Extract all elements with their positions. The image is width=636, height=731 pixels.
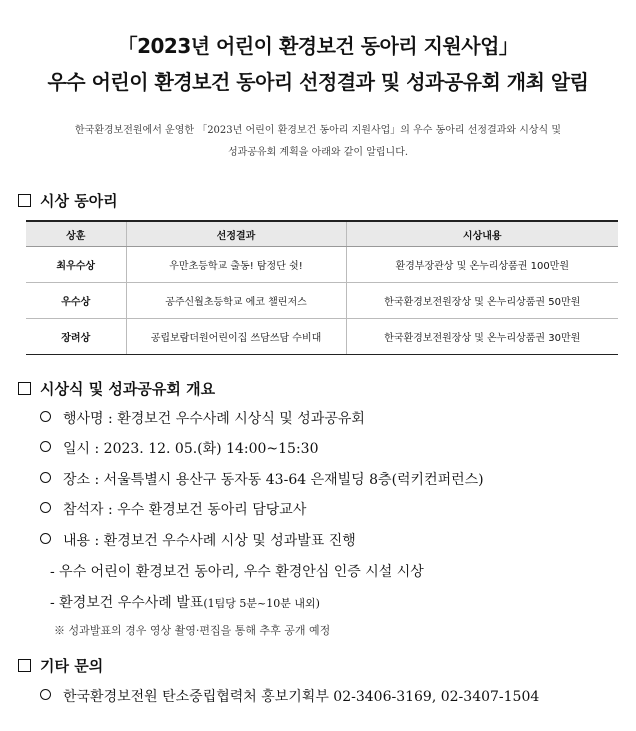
square-bullet-icon <box>18 194 31 207</box>
square-bullet-icon <box>18 382 31 395</box>
column-header-prize: 시상내용 <box>346 221 618 247</box>
result-cell: 공립보람더원어린이집 쓰담쓰담 수비대 <box>126 319 346 355</box>
prize-cell: 한국환경보전원장상 및 온누리상품권 30만원 <box>346 319 618 355</box>
prize-cell: 환경부장관상 및 온누리상품권 100만원 <box>346 247 618 283</box>
overview-heading <box>18 378 215 399</box>
intro-line-2: 성과공유회 계획을 아래와 같이 알립니다. <box>227 147 409 158</box>
overview-note: ※ 성과발표의 경우 영상 촬영·편집을 통해 추후 공개 예정 <box>54 624 331 637</box>
overview-subitem-presentation: - 환경보건 우수사례 발표(1팀당 5분~10분 내외) <box>50 595 320 611</box>
overview-heading-label: 시상식 및 성과공유회 개요 <box>40 380 216 398</box>
title-line-1: 「2023년 어린이 환경보건 동아리 지원사업」 <box>117 34 519 58</box>
table-row <box>26 283 618 319</box>
awards-table <box>26 220 618 355</box>
column-header-result: 선정결과 <box>126 221 346 247</box>
result-cell: 공주신월초등학교 에코 챌린저스 <box>126 283 346 319</box>
contact-heading <box>18 655 103 676</box>
intro-text <box>30 120 606 164</box>
circle-bullet-icon <box>40 411 51 422</box>
contact-heading-label: 기타 문의 <box>40 657 104 675</box>
circle-bullet-icon <box>40 689 51 700</box>
awards-heading <box>18 190 118 211</box>
presentation-duration: (1팀당 5분~10분 내외) <box>203 597 320 610</box>
title-line-2: 우수 어린이 환경보건 동아리 선정결과 및 성과공유회 개최 알림 <box>47 70 589 94</box>
column-header-award: 상훈 <box>26 221 126 247</box>
award-cell: 장려상 <box>26 319 126 355</box>
circle-bullet-icon <box>40 533 51 544</box>
table-row <box>26 247 618 283</box>
square-bullet-icon <box>18 659 31 672</box>
awards-heading-label: 시상 동아리 <box>40 192 118 210</box>
prize-cell: 한국환경보전원장상 및 온누리상품권 50만원 <box>346 283 618 319</box>
award-cell: 최우수상 <box>26 247 126 283</box>
contact-item: 한국환경보전원 탄소중립협력처 홍보기획부 02-3406-3169, 02-3407-1504 <box>40 686 539 706</box>
circle-bullet-icon <box>40 472 51 483</box>
overview-item-venue: 장소 : 서울특별시 용산구 동자동 43-64 은재빌딩 8층(럭키컨퍼런스) <box>40 469 484 489</box>
result-cell: 우만초등학교 출동! 탐정단 쉿! <box>126 247 346 283</box>
overview-item-datetime: 일시 : 2023. 12. 05.(화) 14:00~15:30 <box>40 438 319 458</box>
table-header-row <box>26 221 618 247</box>
award-cell: 우수상 <box>26 283 126 319</box>
intro-line-1: 한국환경보전원에서 운영한 「2023년 어린이 환경보건 동아리 지원사업」의 우수 동아리 선정결과와 시상식 및 <box>74 125 562 136</box>
table-row <box>26 319 618 355</box>
overview-item-content: 내용 : 환경보건 우수사례 시상 및 성과발표 진행 <box>40 530 356 550</box>
overview-item-attendees: 참석자 : 우수 환경보건 동아리 담당교사 <box>40 499 306 519</box>
overview-subitem-awards: - 우수 어린이 환경보건 동아리, 우수 환경안심 인증 시설 시상 <box>50 564 424 580</box>
circle-bullet-icon <box>40 502 51 513</box>
circle-bullet-icon <box>40 441 51 452</box>
overview-item-event-name: 행사명 : 환경보건 우수사례 시상식 및 성과공유회 <box>40 408 365 428</box>
